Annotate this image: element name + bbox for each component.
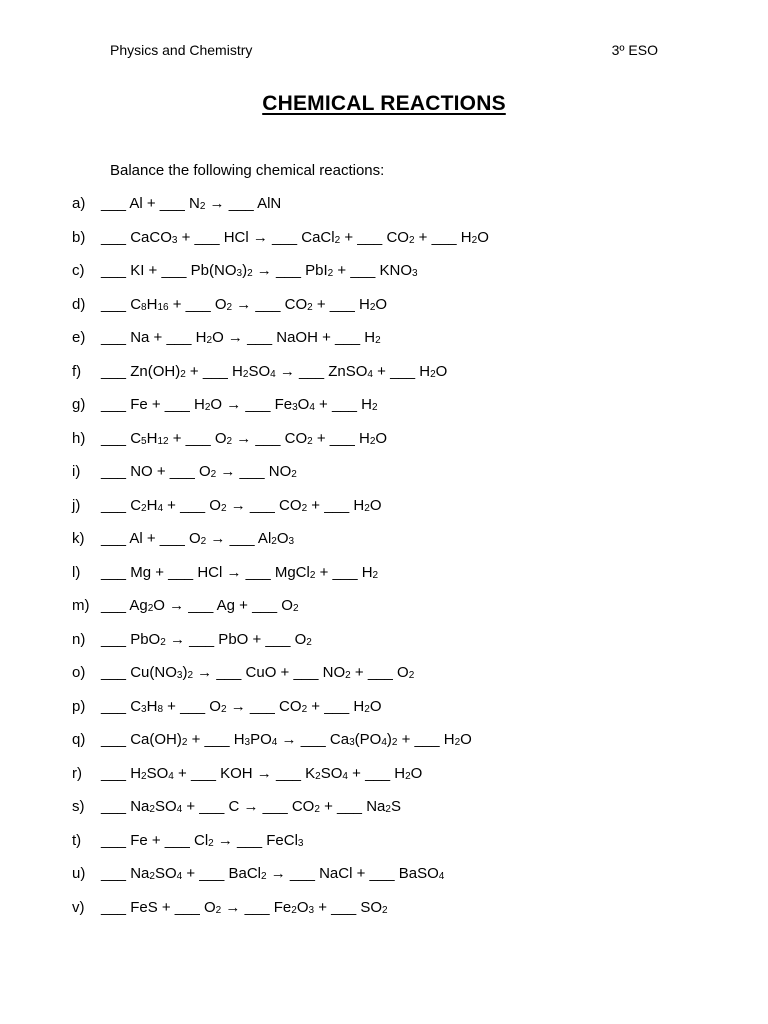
reaction-letter: o)	[72, 664, 86, 681]
reaction-equation: ___ KI + ___ $Pb(NO_3)_2$ → ___ PbI$_2$ + ___ $KNO_3$	[101, 262, 418, 279]
reaction-equation: ___ $C_3H_8$ + ___ $O_2$ → ___ $CO_2$ + ___ $H_2O$	[101, 697, 382, 715]
reaction-row	[72, 496, 712, 530]
reaction-letter: l)	[72, 563, 81, 581]
reaction-equation: ___ $Na_2SO_4$ + ___ C → ___ $CO_2$ + ___ $Na_2S$	[101, 798, 401, 815]
reaction-letter: t)	[72, 831, 82, 849]
reaction-row	[72, 764, 712, 798]
reaction-equation: ___ $C_5H_{12}$ + ___ $O_2$ → ___ $CO_2$ + ___ $H_2O$	[101, 429, 388, 447]
reaction-row	[72, 596, 712, 630]
reaction-row	[72, 563, 712, 597]
reaction-equation: ___ $C_2H_4$ + ___ $O_2$ → ___ $CO_2$ + ___ $H_2O$	[101, 496, 382, 514]
reaction-row	[72, 797, 712, 831]
reaction-row	[72, 295, 712, 329]
reaction-letter: r)	[72, 764, 82, 782]
reaction-equation: ___ Al + ___ $O_2$ → ___ $Al_2O_3$	[101, 530, 295, 547]
reaction-equation: ___ FeS + ___ $O_2$ → ___ $Fe_2O_3$ + ___ $SO_2$	[101, 898, 388, 916]
reaction-equation: ___ Fe + ___ $Cl_2$ → ___ FeCl$_3$	[101, 831, 304, 849]
reaction-equation: ___ $C_8H_{16}$ + ___ $O_2$ → ___ $CO_2$ + ___ $H_2O$	[101, 295, 388, 313]
reaction-letter: m)	[72, 597, 90, 614]
reaction-equation: ___ CaCO$_3$ + ___ HCl → ___ CaCl$_2$ + ___ $CO_2$ + ___ $H_2O$	[101, 228, 489, 246]
header-subject: Physics and Chemistry	[110, 42, 253, 58]
reaction-letter: j)	[72, 496, 81, 514]
page-title: CHEMICAL REACTIONS	[262, 92, 506, 115]
reaction-letter: f)	[72, 362, 82, 380]
reaction-letter: s)	[72, 798, 85, 815]
reaction-letter: q)	[72, 731, 86, 748]
reaction-row	[72, 362, 712, 396]
reaction-row	[72, 529, 712, 563]
reaction-letter: g)	[72, 396, 86, 413]
reaction-equation: ___ Al + ___ $N_2$ → ___ AlN	[101, 195, 282, 212]
reaction-equation: ___ $Zn(OH)_2$ + ___ $H_2SO_4$ → ___ ZnSO$_4$ + ___ $H_2O$	[101, 362, 448, 380]
reaction-row	[72, 831, 712, 865]
reaction-row	[72, 663, 712, 697]
reaction-equation: ___ $Ag_2O$ → ___ Ag + ___ $O_2$	[101, 597, 299, 614]
reaction-equation: ___ $H_2SO_4$ + ___ KOH → ___ $K_2SO_4$ + ___ $H_2O$	[101, 764, 423, 782]
reaction-letter: u)	[72, 865, 86, 882]
reaction-row	[72, 395, 712, 429]
reaction-letter: v)	[72, 898, 85, 916]
reaction-row	[72, 864, 712, 898]
reaction-equation: ___ $Ca(OH)_2$ + ___ $H_3PO_4$ → ___ $Ca_3(PO_4)_2$ + ___ $H_2O$	[101, 731, 472, 748]
reaction-row	[72, 429, 712, 463]
reaction-equation: ___ Mg + ___ HCl → ___ MgCl$_2$ + ___ $H_2$	[101, 563, 379, 581]
reaction-equation: ___ $Cu(NO_3)_2$ → ___ CuO + ___ $NO_2$ + ___ $O_2$	[101, 664, 415, 681]
reaction-list	[72, 194, 712, 931]
reaction-equation: ___ $Na_2SO_4$ + ___ BaCl$_2$ → ___ NaCl + ___ BaSO$_4$	[101, 865, 445, 882]
reaction-equation: ___ Fe + ___ $H_2O$ → ___ $Fe_3O_4$ + ___ $H_2$	[101, 396, 378, 413]
reaction-letter: i)	[72, 463, 81, 480]
reaction-row	[72, 328, 712, 362]
reaction-row	[72, 261, 712, 295]
reaction-row	[72, 462, 712, 496]
header-grade: 3º ESO	[611, 42, 658, 58]
reaction-row	[72, 697, 712, 731]
reaction-letter: h)	[72, 429, 86, 447]
reaction-letter: n)	[72, 630, 86, 648]
reaction-letter: a)	[72, 195, 86, 212]
reaction-equation: ___ PbO$_2$ → ___ PbO + ___ $O_2$	[101, 630, 312, 648]
reaction-letter: d)	[72, 295, 86, 313]
reaction-row	[72, 630, 712, 664]
reaction-row	[72, 898, 712, 932]
reaction-row	[72, 228, 712, 262]
reaction-equation: ___ NO + ___ $O_2$ → ___ $NO_2$	[101, 463, 297, 480]
reaction-row	[72, 730, 712, 764]
reaction-equation: ___ Na + ___ $H_2O$ → ___ NaOH + ___ $H_2$	[101, 329, 381, 346]
reaction-letter: c)	[72, 262, 85, 279]
reaction-letter: k)	[72, 530, 85, 547]
instruction-text: Balance the following chemical reactions:	[110, 162, 385, 179]
reaction-letter: e)	[72, 329, 86, 346]
reaction-letter: b)	[72, 228, 86, 246]
reaction-letter: p)	[72, 697, 86, 715]
reaction-row	[72, 194, 712, 228]
